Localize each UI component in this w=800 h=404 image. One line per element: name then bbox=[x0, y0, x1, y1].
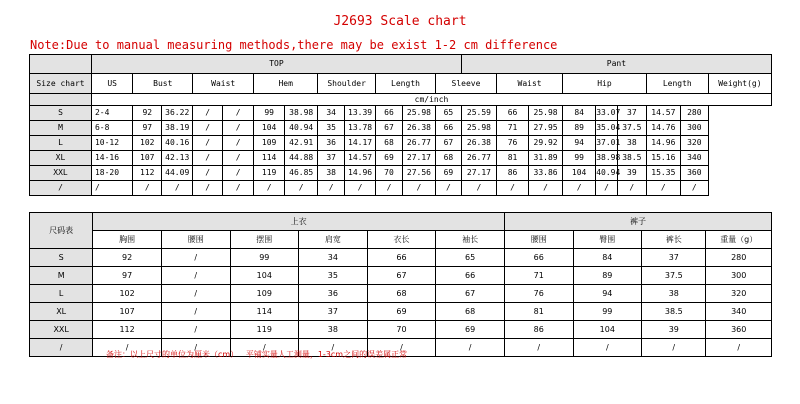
size-cell: / bbox=[30, 339, 93, 357]
table-cell: / bbox=[93, 339, 162, 357]
table-cell: 81 bbox=[504, 303, 573, 321]
table-cell: / bbox=[161, 249, 230, 267]
table-cell: 360 bbox=[680, 166, 708, 181]
table-cell: 37 bbox=[642, 249, 706, 267]
table-cell: 69 bbox=[367, 303, 436, 321]
table-cell: 37.5 bbox=[617, 121, 646, 136]
table-cell: 300 bbox=[706, 267, 772, 285]
col-header-bust: Bust bbox=[133, 74, 193, 94]
col-header-us: US bbox=[91, 74, 132, 94]
table-cell: 68 bbox=[435, 151, 461, 166]
table-cell: 102 bbox=[93, 285, 162, 303]
table-cell: 97 bbox=[93, 267, 162, 285]
table-cell: 70 bbox=[376, 166, 403, 181]
table-cell: 26.38 bbox=[461, 136, 496, 151]
table-cell: / bbox=[254, 181, 285, 196]
pant-group-header-cn: 裤子 bbox=[504, 213, 771, 231]
table-cell: 99 bbox=[573, 303, 642, 321]
size-cell: L bbox=[30, 136, 92, 151]
table-cell: 66 bbox=[436, 267, 505, 285]
table-cell: / bbox=[436, 339, 505, 357]
table-cell: 37 bbox=[617, 106, 646, 121]
table-cell: 92 bbox=[133, 106, 162, 121]
table-cell: 31.89 bbox=[529, 151, 563, 166]
table-cell: / bbox=[345, 181, 376, 196]
pant-group-header: Pant bbox=[461, 55, 771, 74]
table-cell: 67 bbox=[436, 285, 505, 303]
col-header-hem: Hem bbox=[254, 74, 318, 94]
table-cell: 42.13 bbox=[162, 151, 193, 166]
table-cell: 36 bbox=[318, 136, 345, 151]
table-cell: 99 bbox=[254, 106, 285, 121]
table-cell: / bbox=[285, 181, 318, 196]
table-row bbox=[30, 151, 772, 166]
col-header-cn: 衣长 bbox=[367, 231, 436, 249]
table-row bbox=[30, 166, 772, 181]
footer-note: 备注：以上尺寸的单位为厘米（cm） 平铺实量人工测量，1-3cm之间的误差属正常 bbox=[106, 350, 408, 359]
table-cell: 68 bbox=[376, 136, 403, 151]
table-cell: 44.88 bbox=[285, 151, 318, 166]
col-header-length: Length bbox=[376, 74, 436, 94]
table-cell: / bbox=[617, 181, 646, 196]
table-cell: 66 bbox=[435, 121, 461, 136]
table-cell: 320 bbox=[680, 136, 708, 151]
table-cell: 66 bbox=[497, 106, 529, 121]
size-cell: / bbox=[30, 181, 92, 196]
table-cell: 69 bbox=[376, 151, 403, 166]
table-cell: 38 bbox=[617, 136, 646, 151]
table-cell: / bbox=[161, 285, 230, 303]
table-cell: / bbox=[223, 136, 254, 151]
size-cell: S bbox=[30, 249, 93, 267]
table-cell: / bbox=[161, 339, 230, 357]
table-cell: 39 bbox=[617, 166, 646, 181]
table-cell: 70 bbox=[367, 321, 436, 339]
table-row bbox=[30, 181, 772, 196]
table-cell: 38.98 bbox=[596, 151, 618, 166]
table-cell: 38.98 bbox=[285, 106, 318, 121]
table-cell: 15.16 bbox=[646, 151, 680, 166]
table-cell: 36.22 bbox=[162, 106, 193, 121]
table-cell: 26.38 bbox=[402, 121, 435, 136]
col-header-cn: 腰围 bbox=[161, 231, 230, 249]
table-cell: 112 bbox=[133, 166, 162, 181]
col-header-cn: 摆围 bbox=[230, 231, 299, 249]
table-cell: 71 bbox=[497, 121, 529, 136]
size-cell: M bbox=[30, 121, 92, 136]
table-cell: 94 bbox=[573, 285, 642, 303]
size-cell: XL bbox=[30, 151, 92, 166]
unit-row-label bbox=[30, 94, 92, 106]
table-cell: 104 bbox=[573, 321, 642, 339]
table-cell: / bbox=[596, 181, 618, 196]
table-cell: / bbox=[161, 267, 230, 285]
table-cell: / bbox=[223, 106, 254, 121]
table-cell: 29.92 bbox=[529, 136, 563, 151]
table-cell: 38.19 bbox=[162, 121, 193, 136]
table-cell: 14.17 bbox=[345, 136, 376, 151]
table-cell: 104 bbox=[230, 267, 299, 285]
table-cell: 14.96 bbox=[345, 166, 376, 181]
table-cell: 44.09 bbox=[162, 166, 193, 181]
table-cell: 40.94 bbox=[596, 166, 618, 181]
col-header-cn: 袖长 bbox=[436, 231, 505, 249]
table1-corner bbox=[30, 55, 92, 74]
table-cell: 300 bbox=[680, 121, 708, 136]
table-cell: / bbox=[193, 181, 223, 196]
table-cell: 76 bbox=[504, 285, 573, 303]
size-label-cn: 尺码表 bbox=[30, 213, 93, 249]
unit-label: cm/inch bbox=[91, 94, 771, 106]
table-cell: 33.86 bbox=[529, 166, 563, 181]
table-cell: / bbox=[193, 151, 223, 166]
table-cell: 35 bbox=[299, 267, 368, 285]
table-cell: / bbox=[223, 181, 254, 196]
size-cell: XXL bbox=[30, 321, 93, 339]
table-cell: 37 bbox=[299, 303, 368, 321]
size-cell: S bbox=[30, 106, 92, 121]
table-cell: / bbox=[646, 181, 680, 196]
col-header-cn: 裤长 bbox=[642, 231, 706, 249]
table-cell: 67 bbox=[376, 121, 403, 136]
table-cell: 69 bbox=[436, 321, 505, 339]
table-cell: 38 bbox=[299, 321, 368, 339]
chart-title: J2693 Scale chart bbox=[333, 14, 467, 29]
table-cell: 14.57 bbox=[646, 106, 680, 121]
table-cell: / bbox=[402, 181, 435, 196]
col-header-cn: 重量（g） bbox=[706, 231, 772, 249]
col-header-shoulder: Shoulder bbox=[318, 74, 376, 94]
table-row bbox=[30, 267, 772, 285]
table-cell: / bbox=[680, 181, 708, 196]
top-group-header: TOP bbox=[91, 55, 461, 74]
table-cell: / bbox=[193, 106, 223, 121]
table-cell: 320 bbox=[706, 285, 772, 303]
col-header-cn: 肩宽 bbox=[299, 231, 368, 249]
table-cell: / bbox=[133, 181, 162, 196]
table-cell: / bbox=[461, 181, 496, 196]
table-cell: / bbox=[563, 181, 596, 196]
table-cell: / bbox=[161, 303, 230, 321]
english-size-table bbox=[29, 54, 772, 196]
table-cell: 25.59 bbox=[461, 106, 496, 121]
table-cell: 13.78 bbox=[345, 121, 376, 136]
table-cell: 107 bbox=[93, 303, 162, 321]
table-cell: / bbox=[162, 181, 193, 196]
table-cell: 42.91 bbox=[285, 136, 318, 151]
table-cell: 14.76 bbox=[646, 121, 680, 136]
table-cell: 81 bbox=[497, 151, 529, 166]
table-row bbox=[30, 106, 772, 121]
table-row bbox=[30, 249, 772, 267]
table-cell: 114 bbox=[254, 151, 285, 166]
table-cell: 34 bbox=[299, 249, 368, 267]
table-cell: 84 bbox=[563, 106, 596, 121]
table-row bbox=[30, 136, 772, 151]
table-cell: 109 bbox=[230, 285, 299, 303]
table-row bbox=[30, 321, 772, 339]
table-cell: / bbox=[376, 181, 403, 196]
table-cell: 38 bbox=[318, 166, 345, 181]
table-cell: 109 bbox=[254, 136, 285, 151]
table-cell: 119 bbox=[254, 166, 285, 181]
table-cell: 25.98 bbox=[529, 106, 563, 121]
table-cell: 27.56 bbox=[402, 166, 435, 181]
table-cell: / bbox=[642, 339, 706, 357]
table-cell: 92 bbox=[93, 249, 162, 267]
table-cell: 37.5 bbox=[642, 267, 706, 285]
table-cell: 37.01 bbox=[596, 136, 618, 151]
table-cell: 99 bbox=[563, 151, 596, 166]
table-cell: / bbox=[504, 339, 573, 357]
table-cell: 25.98 bbox=[461, 121, 496, 136]
table-cell: 27.95 bbox=[529, 121, 563, 136]
table-cell: 112 bbox=[93, 321, 162, 339]
table-cell: / bbox=[435, 181, 461, 196]
table-cell: 46.85 bbox=[285, 166, 318, 181]
table-cell: 38 bbox=[642, 285, 706, 303]
table-cell: 94 bbox=[563, 136, 596, 151]
table-cell: / bbox=[529, 181, 563, 196]
table-cell: 14-16 bbox=[91, 151, 132, 166]
table-cell: 86 bbox=[497, 166, 529, 181]
col-header-cn: 腰围 bbox=[504, 231, 573, 249]
table-cell: 280 bbox=[680, 106, 708, 121]
table-cell: 68 bbox=[367, 285, 436, 303]
table-cell: 18-20 bbox=[91, 166, 132, 181]
top-group-header-cn: 上衣 bbox=[93, 213, 505, 231]
table-cell: 10-12 bbox=[91, 136, 132, 151]
table-cell: 27.17 bbox=[461, 166, 496, 181]
table-cell: 97 bbox=[133, 121, 162, 136]
table-cell: 6-8 bbox=[91, 121, 132, 136]
table-cell: 36 bbox=[299, 285, 368, 303]
table-cell: 68 bbox=[436, 303, 505, 321]
table-cell: 35.04 bbox=[596, 121, 618, 136]
table-cell: 66 bbox=[367, 249, 436, 267]
table-cell: 76 bbox=[497, 136, 529, 151]
table-cell: 67 bbox=[435, 136, 461, 151]
table-cell: / bbox=[193, 121, 223, 136]
table-cell: / bbox=[193, 136, 223, 151]
table-cell: 26.77 bbox=[402, 136, 435, 151]
table-cell: 2-4 bbox=[91, 106, 132, 121]
table-cell: 35 bbox=[318, 121, 345, 136]
table-cell: 40.16 bbox=[162, 136, 193, 151]
table-cell: 65 bbox=[435, 106, 461, 121]
table-cell: / bbox=[230, 339, 299, 357]
col-header-cn: 胸围 bbox=[93, 231, 162, 249]
table-cell: 38.5 bbox=[617, 151, 646, 166]
table-cell: 104 bbox=[563, 166, 596, 181]
table-cell: 69 bbox=[435, 166, 461, 181]
table-cell: 65 bbox=[436, 249, 505, 267]
table-cell: / bbox=[223, 121, 254, 136]
table-cell: 280 bbox=[706, 249, 772, 267]
table-row bbox=[30, 121, 772, 136]
table-cell: / bbox=[497, 181, 529, 196]
table-cell: / bbox=[706, 339, 772, 357]
table-cell: 99 bbox=[230, 249, 299, 267]
size-cell: M bbox=[30, 267, 93, 285]
col-header-sleeve: Sleeve bbox=[435, 74, 496, 94]
table-cell: 360 bbox=[706, 321, 772, 339]
table-cell: 340 bbox=[706, 303, 772, 321]
table-cell: 84 bbox=[573, 249, 642, 267]
table-row bbox=[30, 303, 772, 321]
table-cell: 66 bbox=[504, 249, 573, 267]
table-cell: 104 bbox=[254, 121, 285, 136]
table-row bbox=[30, 285, 772, 303]
table-cell: / bbox=[299, 339, 368, 357]
table-cell: 40.94 bbox=[285, 121, 318, 136]
table-cell: 27.17 bbox=[402, 151, 435, 166]
table-cell: 15.35 bbox=[646, 166, 680, 181]
table-cell: 38.5 bbox=[642, 303, 706, 321]
table-cell: / bbox=[223, 166, 254, 181]
table-cell: 89 bbox=[573, 267, 642, 285]
table-cell: 14.96 bbox=[646, 136, 680, 151]
table-cell: 34 bbox=[318, 106, 345, 121]
table-cell: 86 bbox=[504, 321, 573, 339]
size-cell: XXL bbox=[30, 166, 92, 181]
table-cell: 107 bbox=[133, 151, 162, 166]
table-cell: / bbox=[318, 181, 345, 196]
col-header-pant-length: Length bbox=[646, 74, 708, 94]
table-cell: 33.07 bbox=[596, 106, 618, 121]
table-cell: 66 bbox=[376, 106, 403, 121]
size-cell: L bbox=[30, 285, 93, 303]
table-cell: / bbox=[223, 151, 254, 166]
table-cell: 114 bbox=[230, 303, 299, 321]
col-header-cn: 臀围 bbox=[573, 231, 642, 249]
col-header-pant-waist: Waist bbox=[497, 74, 563, 94]
table-cell: 71 bbox=[504, 267, 573, 285]
size-chart-header: Size chart bbox=[30, 74, 92, 94]
table-cell: 13.39 bbox=[345, 106, 376, 121]
table-cell: / bbox=[161, 321, 230, 339]
table-cell: 26.77 bbox=[461, 151, 496, 166]
table-cell: 39 bbox=[642, 321, 706, 339]
col-header-weight: Weight(g) bbox=[708, 74, 771, 94]
chinese-size-table bbox=[29, 212, 772, 357]
size-cell: XL bbox=[30, 303, 93, 321]
measurement-note: Note:Due to manual measuring methods,there may be exist 1-2 cm difference bbox=[30, 38, 558, 52]
table-cell: 25.98 bbox=[402, 106, 435, 121]
table-cell: / bbox=[367, 339, 436, 357]
table-cell: 67 bbox=[367, 267, 436, 285]
table-cell: 37 bbox=[318, 151, 345, 166]
table-cell: / bbox=[193, 166, 223, 181]
table-cell: 89 bbox=[563, 121, 596, 136]
table-cell: 14.57 bbox=[345, 151, 376, 166]
col-header-waist: Waist bbox=[193, 74, 254, 94]
col-header-hip: Hip bbox=[563, 74, 647, 94]
table-cell: / bbox=[91, 181, 132, 196]
table-cell: 102 bbox=[133, 136, 162, 151]
table-cell: 119 bbox=[230, 321, 299, 339]
table-cell: 340 bbox=[680, 151, 708, 166]
table-cell: / bbox=[573, 339, 642, 357]
